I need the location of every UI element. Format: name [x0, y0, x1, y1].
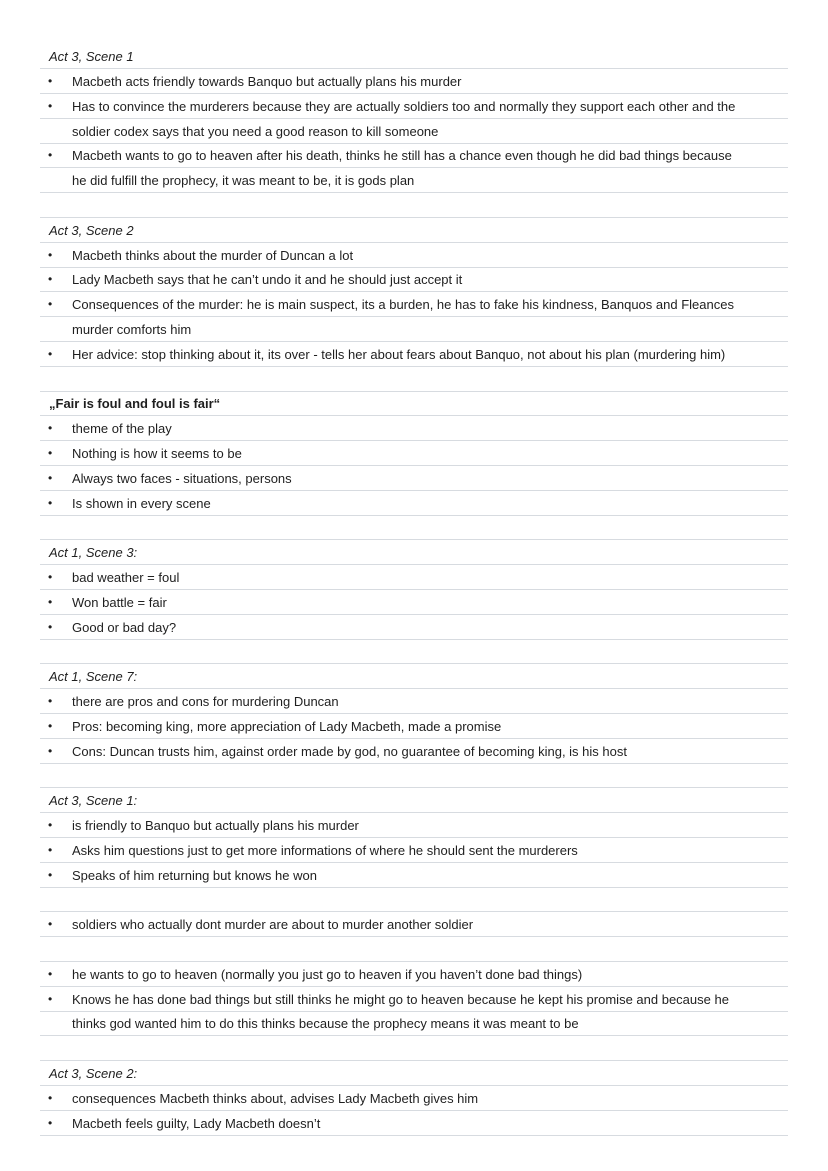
line-text: Lady Macbeth says that he can’t undo it and he should just accept it: [72, 272, 463, 288]
bullet-item: [40, 590, 788, 615]
bullet-icon: •: [48, 470, 53, 485]
bullet-icon: •: [48, 594, 53, 609]
line-text: Macbeth acts friendly towards Banquo but actually plans his murder: [72, 74, 462, 90]
blank-ruled-line: [40, 888, 788, 913]
bullet-icon: •: [48, 842, 53, 857]
bullet-item: [40, 689, 788, 714]
bullet-icon: •: [48, 446, 53, 461]
section-heading: [40, 1061, 788, 1086]
continuation-line: [40, 119, 788, 144]
bullet-item: [40, 243, 788, 268]
blank-ruled-line: [40, 640, 788, 665]
section-heading-text: Act 3, Scene 1: [49, 49, 134, 65]
line-text: Pros: becoming king, more appreciation of Lady Macbeth, made a promise: [72, 718, 502, 734]
line-text: Macbeth feels guilty, Lady Macbeth doesn’t: [72, 1115, 321, 1131]
bullet-icon: •: [48, 421, 53, 436]
bullet-icon: •: [48, 991, 53, 1006]
continuation-line: [40, 1012, 788, 1037]
bullet-item: [40, 739, 788, 764]
bullet-item: [40, 987, 788, 1012]
line-text: he did fulfill the prophecy, it was meant to be, it is gods plan: [72, 173, 415, 189]
line-text: Consequences of the murder: he is main suspect, its a burden, he has to fake his kindness, Banquos and Fleances: [72, 297, 734, 313]
bullet-icon: •: [48, 619, 53, 634]
line-text: there are pros and cons for murdering Duncan: [72, 694, 339, 710]
bullet-icon: •: [48, 247, 53, 262]
bullet-icon: •: [48, 1115, 53, 1130]
bullet-item: [40, 912, 788, 937]
bullet-item: [40, 615, 788, 640]
bullet-icon: •: [48, 74, 53, 89]
line-text: Always two faces - situations, persons: [72, 470, 292, 486]
ruled-notes: [40, 45, 788, 1136]
line-text: is friendly to Banquo but actually plans his murder: [72, 818, 359, 833]
bullet-item: [40, 441, 788, 466]
line-text: Her advice: stop thinking about it, its over - tells her about fears about Banquo, not about his plan (murdering him): [72, 346, 726, 362]
line-text: bad weather = foul: [72, 570, 180, 586]
bullet-icon: •: [48, 867, 53, 882]
bullet-item: [40, 94, 788, 119]
bullet-icon: •: [48, 818, 53, 832]
bullet-item: [40, 491, 788, 516]
section-heading-text: Act 1, Scene 7:: [49, 669, 138, 685]
line-text: Won battle = fair: [72, 594, 167, 610]
line-text: Good or bad day?: [72, 619, 177, 635]
blank-ruled-line: [40, 937, 788, 962]
line-text: soldier codex says that you need a good reason to kill someone: [72, 123, 439, 139]
bullet-item: [40, 714, 788, 739]
bullet-icon: •: [48, 570, 53, 585]
bullet-item: [40, 342, 788, 367]
section-heading: [40, 392, 788, 417]
blank-ruled-line: [40, 1036, 788, 1061]
section-heading-text: Act 3, Scene 2: [49, 222, 134, 238]
bullet-icon: •: [48, 743, 53, 758]
line-text: he wants to go to heaven (normally you just go to heaven if you haven’t done bad things): [72, 966, 583, 982]
bullet-icon: •: [48, 98, 53, 113]
bullet-icon: •: [48, 718, 53, 733]
bullet-item: [40, 962, 788, 987]
line-text: Asks him questions just to get more informations of where he should sent the murderers: [72, 842, 578, 858]
bullet-item: [40, 144, 788, 169]
section-heading-text: „Fair is foul and foul is fair“: [49, 396, 221, 412]
bullet-icon: •: [48, 966, 53, 981]
bullet-item: [40, 466, 788, 491]
line-text: thinks god wanted him to do this thinks because the prophecy means it was meant to be: [72, 1016, 579, 1032]
bullet-icon: •: [48, 148, 53, 163]
bullet-icon: •: [48, 1090, 53, 1105]
line-text: Macbeth wants to go to heaven after his death, thinks he still has a chance even though he did bad things because: [72, 148, 732, 164]
section-heading-text: Act 1, Scene 3:: [49, 545, 138, 561]
blank-ruled-line: [40, 764, 788, 789]
bullet-item: [40, 565, 788, 590]
line-text: consequences Macbeth thinks about, advises Lady Macbeth gives him: [72, 1090, 479, 1106]
continuation-line: [40, 317, 788, 342]
bullet-item: [40, 292, 788, 317]
bullet-item: [40, 1086, 788, 1111]
line-text: Has to convince the murderers because they are actually soldiers too and normally they support each other and the: [72, 98, 736, 114]
bullet-item: [40, 813, 788, 838]
bullet-item: [40, 268, 788, 293]
line-text: Cons: Duncan trusts him, against order made by god, no guarantee of becoming king, is his host: [72, 743, 627, 759]
bullet-icon: •: [48, 346, 53, 361]
blank-ruled-line: [40, 193, 788, 218]
section-heading: [40, 45, 788, 70]
section-heading: [40, 540, 788, 565]
line-text: Is shown in every scene: [72, 495, 211, 511]
blank-ruled-line: [40, 367, 788, 392]
line-text: Macbeth thinks about the murder of Duncan a lot: [72, 247, 354, 263]
section-heading-text: Act 3, Scene 2:: [49, 1065, 138, 1081]
bullet-item: [40, 416, 788, 441]
continuation-line: [40, 168, 788, 193]
blank-ruled-line: [40, 516, 788, 541]
line-text: Nothing is how it seems to be: [72, 446, 242, 462]
line-text: Speaks of him returning but knows he won: [72, 867, 317, 883]
bullet-item: [40, 1111, 788, 1136]
bullet-icon: •: [48, 297, 53, 312]
bullet-item: [40, 69, 788, 94]
section-heading: [40, 218, 788, 243]
section-heading: [40, 664, 788, 689]
line-text: theme of the play: [72, 421, 172, 437]
bullet-icon: •: [48, 272, 53, 287]
line-text: soldiers who actually dont murder are about to murder another soldier: [72, 917, 474, 933]
bullet-icon: •: [48, 495, 53, 510]
section-heading: [40, 788, 788, 813]
line-text: Knows he has done bad things but still thinks he might go to heaven because he kept his promise and because he: [72, 991, 729, 1007]
line-text: murder comforts him: [72, 322, 192, 338]
bullet-icon: •: [48, 917, 53, 932]
bullet-item: [40, 838, 788, 863]
bullet-item: [40, 863, 788, 888]
bullet-icon: •: [48, 694, 53, 709]
section-heading-text: Act 3, Scene 1:: [49, 793, 138, 809]
